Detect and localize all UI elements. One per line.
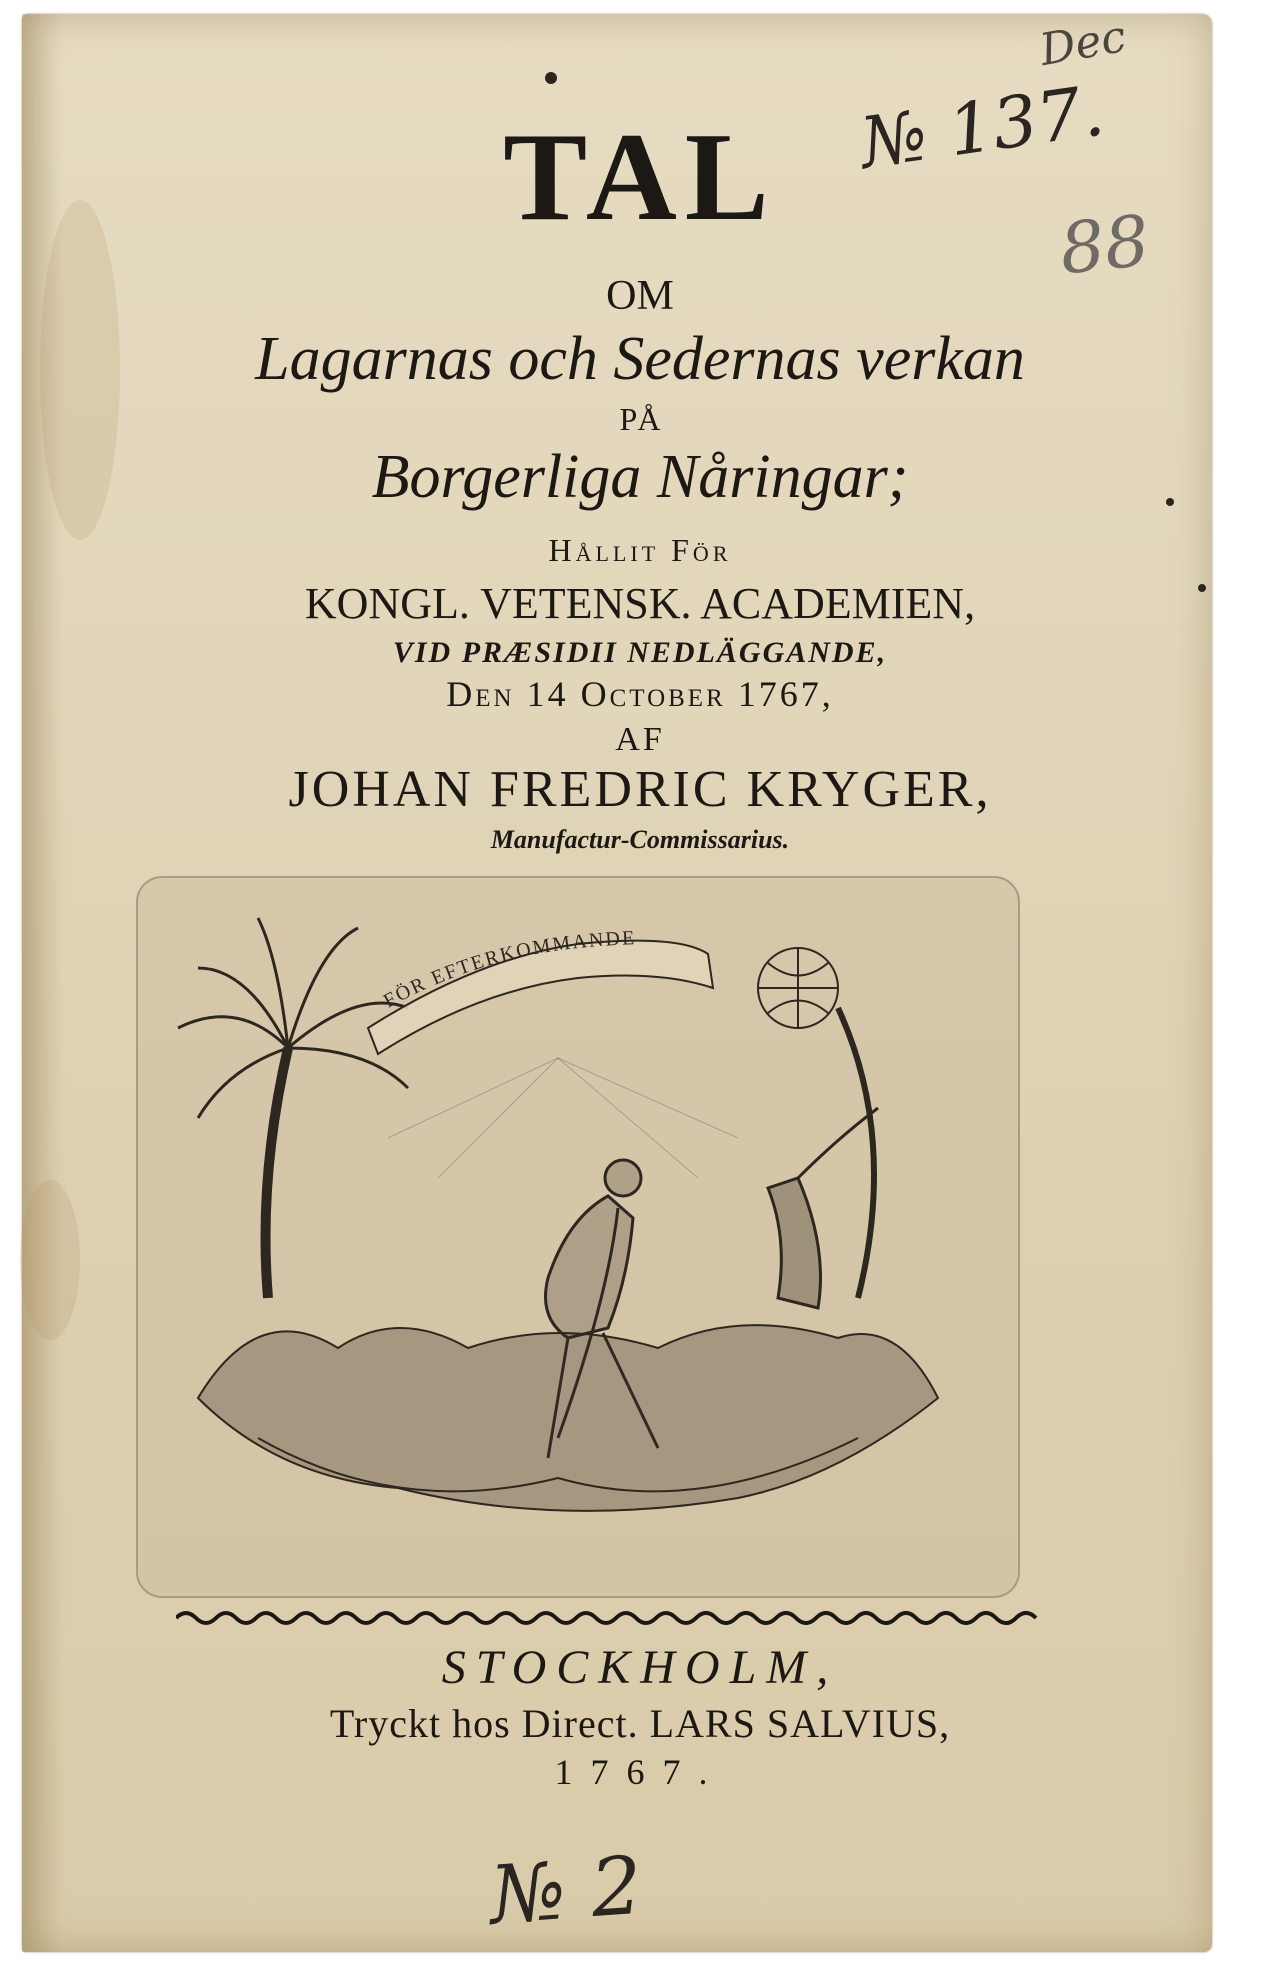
date-line: Den 14 October 1767,: [446, 674, 834, 714]
paper-stain: [20, 1180, 80, 1340]
engraving-illustration: [138, 878, 1018, 1596]
subtitle-line-1: Lagarnas och Sedernas verkan: [255, 325, 1025, 393]
banner-text: FÖR EFTERKOMMANDE: [379, 927, 637, 1013]
handwritten-side-number: 88: [1055, 199, 1154, 291]
ink-dot: [1166, 498, 1174, 506]
institution-name: KONGL. VETENSK. ACADEMIEN,: [304, 579, 976, 628]
decorative-rule: [176, 1606, 1046, 1630]
af-line: AF: [615, 721, 665, 758]
occasion-line: VID PRÆSIDII NEDLÄGGANDE,: [392, 636, 888, 669]
foliage-ground-icon: [198, 1325, 938, 1511]
imprint-year: 1767.: [554, 1752, 726, 1792]
subtitle-line-2: Borgerliga Nåringar;: [371, 443, 909, 511]
ink-dot: [1198, 584, 1206, 592]
title-pa: PÅ: [619, 401, 661, 437]
imprint-printer: Tryckt hos Direct. LARS SALVIUS,: [329, 1701, 951, 1746]
main-title: TAL: [503, 108, 777, 247]
banner-scroll-icon: [368, 927, 713, 1054]
title-om: OM: [606, 273, 674, 319]
ink-dot: [545, 72, 557, 84]
imprint-place: STOCKHOLM,: [441, 1641, 839, 1694]
handwritten-bottom-number: № 2: [486, 1838, 646, 1943]
hallit-for-line: Hållit För: [548, 532, 732, 568]
author-title: Manufactur-Commissarius.: [490, 825, 790, 854]
palm-tree-icon: [178, 918, 408, 1298]
author-name: JOHAN FREDRIC KRYGER,: [288, 761, 992, 818]
paper-stain: [40, 200, 120, 540]
sky-rays-icon: [388, 1058, 738, 1178]
engraving-vignette: [136, 876, 1020, 1598]
handwritten-note: Dec: [1036, 10, 1130, 77]
handwritten-number: № 137.: [855, 69, 1109, 185]
